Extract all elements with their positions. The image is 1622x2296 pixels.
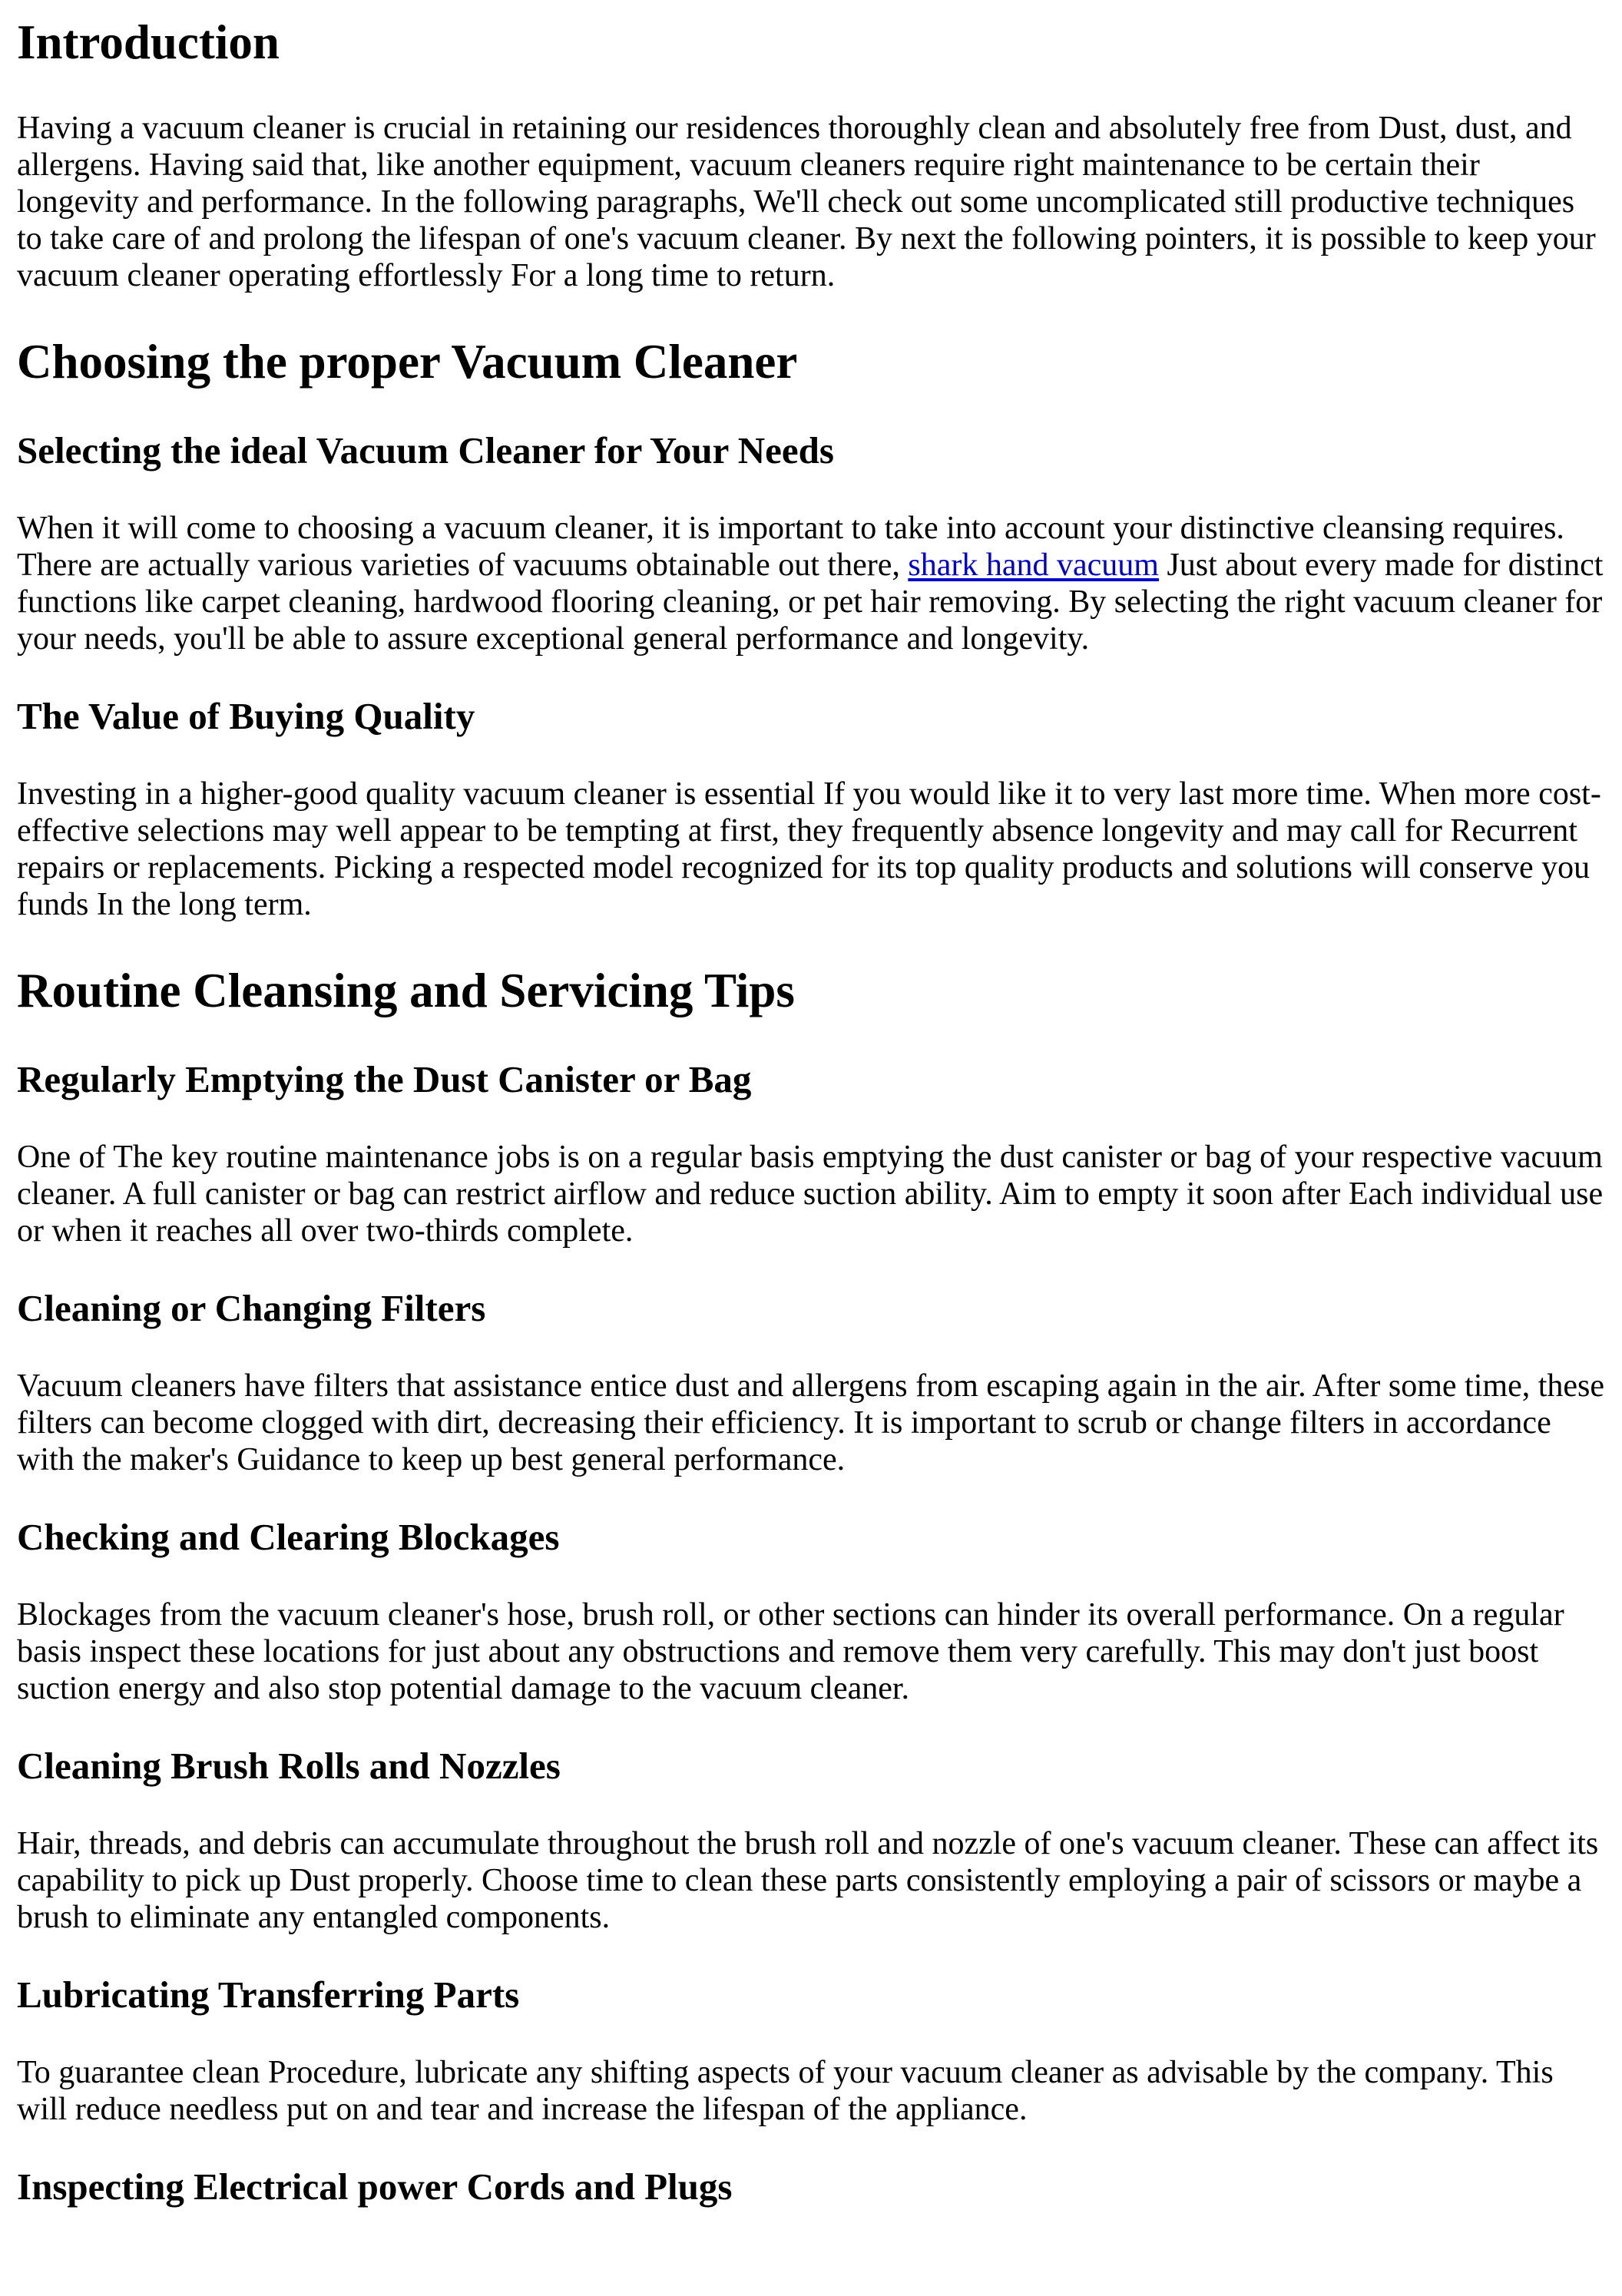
selecting-paragraph [17, 510, 1605, 657]
cleaning-filters-paragraph: Vacuum cleaners have filters that assistance entice dust and allergens from escaping again in the air. After some time, these filters can become clogged with dirt, decreasing their efficiency. It is important to scrub or change filters in accordance with the maker's Guidance to keep up best general performance. [17, 1368, 1605, 1477]
heading-inspecting-cords: Inspecting Electrical power Cords and Plugs [17, 2165, 733, 2208]
heading-emptying-canister: Regularly Emptying the Dust Canister or Bag [17, 1058, 752, 1100]
heading-cleaning-filters: Cleaning or Changing Filters [17, 1287, 486, 1329]
quality-paragraph: Investing in a higher-good quality vacuum cleaner is essential If you would like it to very last more time. When more cost-effective selections may well appear to be tempting at first, they frequently absence longevity and may call for Recurrent repairs or replacements. Picking a respected model recognized for its top quality products and solutions will conserve you funds In the long term. [17, 776, 1601, 922]
heading-brush-rolls: Cleaning Brush Rolls and Nozzles [17, 1745, 561, 1787]
heading-clearing-blockages: Checking and Clearing Blockages [17, 1516, 560, 1558]
article [17, 0, 1605, 2208]
lubricating-parts-paragraph: To guarantee clean Procedure, lubricate any shifting aspects of your vacuum cleaner as advisable by the company. This will reduce needless put on and tear and increase the lifespan of the appliance. [17, 2055, 1554, 2127]
introduction-paragraph: Having a vacuum cleaner is crucial in retaining our residences thoroughly clean and absolutely free from Dust, dust, and allergens. Having said that, like another equipment, vacuum cleaners require right maintenance to be certain their longevity and performance. In the following paragraphs, We'll check out some uncomplicated still productive techniques to take care of and prolong the lifespan of one's vacuum cleaner. By next the following pointers, it is possible to keep your vacuum cleaner operating effortlessly For a long time to return. [17, 111, 1596, 293]
selecting-text-before-link: When it will come to choosing a vacuum cleaner, it is important to take into account your distinctive cleansing requires. There are actually various varieties of vacuums obtainable out there, [17, 511, 1564, 583]
selecting-text-after-link: Just about every made for distinct functions like carpet cleaning, hardwood flooring cleaning, or pet hair removing. By selecting the right vacuum cleaner for your needs, you'll be able to assure exceptional general performance and longevity. [17, 548, 1604, 657]
brush-rolls-paragraph: Hair, threads, and debris can accumulate throughout the brush roll and nozzle of one's vacuum cleaner. These can affect its capability to pick up Dust properly. Choose time to clean these parts consistently employing a pair of scissors or maybe a brush to eliminate any entangled components. [17, 1826, 1599, 1935]
emptying-canister-paragraph: One of The key routine maintenance jobs is on a regular basis emptying the dust canister or bag of your respective vacuum cleaner. A full canister or bag can restrict airflow and reduce suction ability. Aim to empty it soon after Each individual use or when it reaches all over two-thirds complete. [17, 1140, 1604, 1249]
clearing-blockages-paragraph: Blockages from the vacuum cleaner's hose, brush roll, or other sections can hinder its overall performance. On a regular basis inspect these locations for just about any obstructions and remove them very carefully. This may don't just boost suction energy and also stop potential damage to the vacuum cleaner. [17, 1597, 1564, 1706]
heading-choosing-vacuum: Choosing the proper Vacuum Cleaner [17, 335, 798, 389]
shark-hand-vacuum-link[interactable]: shark hand vacuum [908, 548, 1159, 583]
heading-introduction: Introduction [17, 15, 280, 69]
heading-value-of-quality: The Value of Buying Quality [17, 695, 475, 737]
heading-selecting-ideal-vacuum: Selecting the ideal Vacuum Cleaner for Your Needs [17, 429, 834, 471]
heading-lubricating-parts: Lubricating Transferring Parts [17, 1973, 520, 2016]
heading-routine-tips: Routine Cleansing and Servicing Tips [17, 964, 795, 1017]
